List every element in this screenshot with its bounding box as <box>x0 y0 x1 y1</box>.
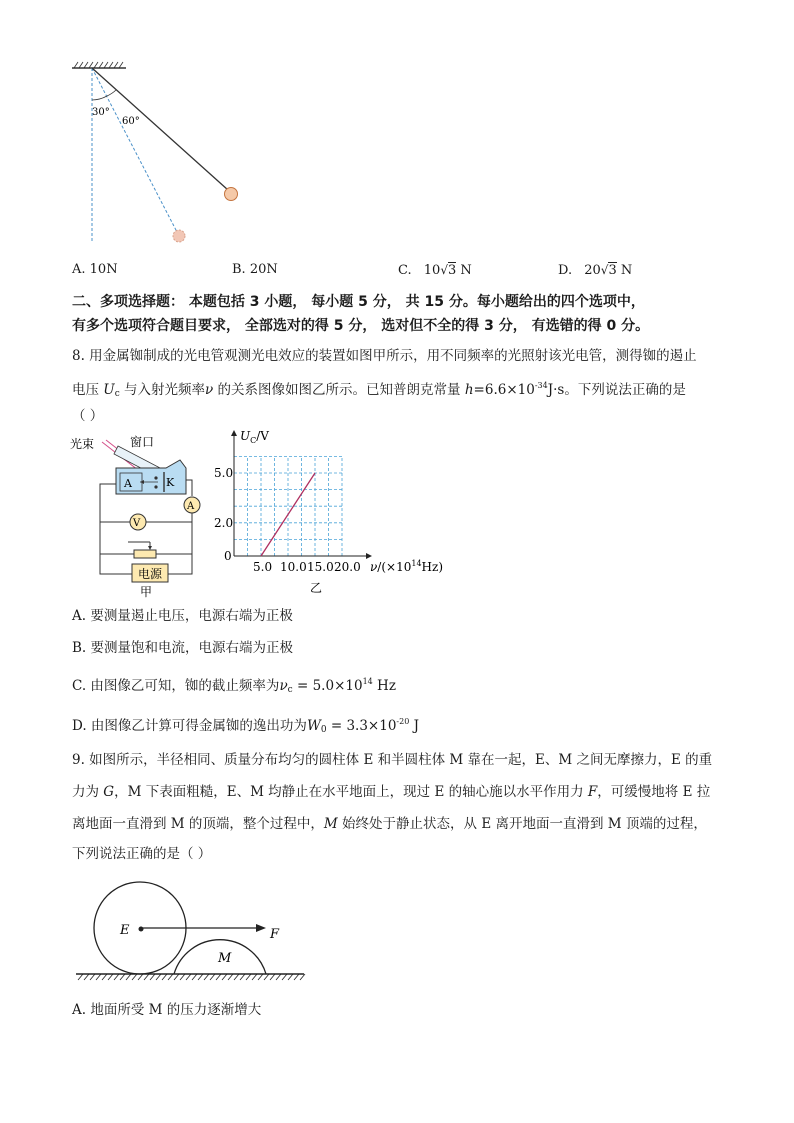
label-m: M <box>218 951 232 966</box>
text: Hz <box>372 678 396 694</box>
label-cathode: K <box>166 476 175 489</box>
voltmeter-label: V <box>133 518 141 529</box>
figure-caption-jia: 甲 <box>140 585 153 599</box>
label-e: E <box>120 923 130 938</box>
ball <box>225 188 238 201</box>
hatch-stroke <box>228 974 233 980</box>
label-f: F <box>270 927 280 942</box>
phototube-circuit-figure <box>68 432 214 600</box>
angle-label-30: 30° <box>92 107 110 118</box>
hatch-stroke <box>186 974 191 980</box>
angle-label-60: 60° <box>122 116 140 127</box>
sup: -34 <box>534 381 548 390</box>
x-tick-label: 10.0 <box>280 560 307 574</box>
hatch-stroke <box>216 974 221 980</box>
option-letter: D. <box>558 263 573 278</box>
hatch-stroke <box>132 974 137 980</box>
hatch-stroke <box>84 974 89 980</box>
hatch-stroke <box>294 974 299 980</box>
hatch-stroke <box>138 974 143 980</box>
ammeter-label: A <box>187 501 195 512</box>
q9-stem-line4: 下列说法正确的是（ ） <box>72 846 212 862</box>
chart-ticks <box>214 466 361 574</box>
radicand: 3 <box>608 263 617 278</box>
y-label-var: U <box>240 429 251 443</box>
dashed-string <box>92 68 177 232</box>
pendulum-figure <box>60 60 260 250</box>
hatch-stroke <box>270 974 275 980</box>
q8-option-d[interactable] <box>72 712 419 740</box>
angle-arc-60 <box>107 90 116 96</box>
q8-option-a[interactable]: A. 要测量遏止电压，电源右端为正极 <box>72 608 293 624</box>
hatch-stroke <box>96 974 101 980</box>
unit: N <box>460 263 472 278</box>
sub: 0 <box>320 725 327 735</box>
ground-hatching <box>78 974 305 980</box>
sup: -20 <box>396 717 410 726</box>
y-tick-label: 5.0 <box>214 466 234 480</box>
ceiling-hatching <box>74 62 123 68</box>
wire-left <box>100 484 134 574</box>
label-light-beam: 光束 <box>70 437 95 451</box>
q9-stem-line1: 9. 如图所示，半径相同、质量分布均匀的圆柱体 E 和半圆柱体 M 靠在一起，E、M 之间无摩擦力，E 的重 <box>72 752 713 768</box>
y-axis-arrow <box>231 430 237 436</box>
slider-head <box>148 546 152 550</box>
hatch-stroke <box>168 974 173 980</box>
y-tick-label: 0 <box>224 549 232 563</box>
hatch-stroke <box>90 974 95 980</box>
power-supply-label: 电源 <box>138 567 163 581</box>
var-w: W <box>306 718 321 734</box>
x-axis-label <box>370 559 443 574</box>
hatch-stroke <box>108 974 113 980</box>
text: ，可缓慢地将 E 拉 <box>597 784 711 800</box>
q9-stem-line3 <box>72 814 707 834</box>
q8-option-b[interactable]: B. 要测量饱和电流，电源右端为正极 <box>72 640 294 656</box>
force-arrowhead <box>256 924 266 932</box>
var-u: U <box>103 382 115 398</box>
y-tick-label: 2.0 <box>214 515 234 530</box>
q8-answer-bracket: （ ） <box>72 408 104 424</box>
x-label-var: ν <box>370 560 378 574</box>
option-letter: C. <box>398 263 412 278</box>
hatch-stroke <box>102 974 107 980</box>
text: J <box>409 718 420 734</box>
hatch-stroke <box>222 974 227 980</box>
text: C. 由图像乙可知，铷的截止频率为 <box>72 678 280 694</box>
coef: 10 <box>423 263 441 278</box>
wire-right-top <box>186 480 192 496</box>
hatch-stroke <box>252 974 257 980</box>
hatch-stroke <box>258 974 263 980</box>
unit: N <box>620 263 633 278</box>
q7-option-a[interactable]: A. 10N <box>72 262 118 277</box>
hatch-stroke <box>234 974 239 980</box>
var-m: M <box>323 816 338 832</box>
hatch-stroke <box>198 974 203 980</box>
q8-stem-line1: 8. 用金属铷制成的光电管观测光电效应的装置如图甲所示，用不同频率的光照射该光电管，测得铷的遏止 <box>72 348 697 364</box>
section2-heading-line2: 有多个选项符合题目要求， 全部选对的得 5 分， 选对但不全的得 3 分， 有选错的得 0 分。 <box>72 318 650 334</box>
var-nu: ν <box>279 678 288 694</box>
y-axis-label <box>240 429 269 445</box>
q8-option-c[interactable] <box>72 672 396 700</box>
x-tick-label: 15.0 <box>307 560 334 574</box>
x-label-unit: Hz) <box>421 560 444 574</box>
coef: 20 <box>584 263 601 278</box>
y-label-sub: C <box>250 436 257 445</box>
sub: c <box>287 685 293 695</box>
q9-stem-line2 <box>72 782 710 802</box>
x-axis-arrow <box>366 553 372 559</box>
solid-string <box>92 68 228 190</box>
hatch-stroke <box>210 974 215 980</box>
hatch-stroke <box>288 974 293 980</box>
text: 的关系图像如图乙所示。已知普朗克常量 <box>213 382 465 398</box>
x-tick-label: 5.0 <box>253 560 273 574</box>
rheostat <box>134 550 156 558</box>
hatch-stroke <box>144 974 149 980</box>
chart-grid <box>234 456 342 556</box>
hatch-stroke <box>240 974 245 980</box>
q7-option-c[interactable] <box>398 260 472 281</box>
text: 始终处于静止状态，从 E 离开地面一直滑到 M 顶端的过程， <box>337 816 707 832</box>
electron-dot <box>154 485 157 488</box>
text: 离地面一直滑到 M 的顶端，整个过程中， <box>72 816 324 832</box>
sub: c <box>114 389 120 399</box>
var-g: G <box>103 784 115 800</box>
cylinder-figure <box>70 880 310 984</box>
var-h: h <box>464 382 474 398</box>
hatch-stroke <box>174 974 179 980</box>
figure-caption-yi: 乙 <box>310 581 323 595</box>
hatch-stroke <box>162 974 167 980</box>
hatch-stroke <box>300 974 305 980</box>
q8-stem-line2 <box>72 376 686 404</box>
sqrt-sign: √ <box>600 263 609 277</box>
text: = 5.0×10 <box>292 678 363 694</box>
radicand: 3 <box>447 263 457 278</box>
text: 电压 <box>72 382 104 398</box>
hatch-stroke <box>192 974 197 980</box>
sqrt-sign: √ <box>440 263 448 277</box>
hatch-stroke <box>246 974 251 980</box>
hatch-stroke <box>264 974 269 980</box>
cylinder-e-axis <box>139 927 144 932</box>
hatch-stroke <box>150 974 155 980</box>
text: = 3.3×10 <box>326 718 397 734</box>
sup: 14 <box>362 677 373 686</box>
ball-initial <box>173 230 185 242</box>
hatch-stroke <box>180 974 185 980</box>
q9-option-a[interactable]: A. 地面所受 M 的压力逐渐增大 <box>72 1002 262 1018</box>
section2-heading-line1: 二、多项选择题： 本题包括 3 小题， 每小题 5 分， 共 15 分。每小题给出的四个选项中， <box>72 294 645 310</box>
y-label-unit: /V <box>256 429 269 443</box>
text: =6.6×10 <box>473 382 535 398</box>
hatch-stroke <box>126 974 131 980</box>
electron-dot <box>154 476 157 479</box>
hatch-stroke <box>276 974 281 980</box>
hatch-stroke <box>282 974 287 980</box>
x-label-exp: 14 <box>411 559 422 568</box>
hatch-stroke <box>120 974 125 980</box>
text: D. 由图像乙计算可得金属铷的逸出功为 <box>72 718 307 734</box>
q7-option-b[interactable]: B. 20N <box>232 262 278 277</box>
text: 与入射光频率 <box>119 382 206 398</box>
text: 力为 <box>72 784 104 800</box>
var-nu: ν <box>205 382 214 398</box>
x-tick-label: 20.0 <box>334 560 361 574</box>
hatch-stroke <box>114 974 119 980</box>
stopping-voltage-chart <box>212 426 462 598</box>
text: ，M 下表面粗糙，E、M 均静止在水平地面上，现过 E 的轴心施以水平作用力 <box>114 784 588 800</box>
text: J·s。下列说法正确的是 <box>547 382 686 398</box>
var-f: F <box>587 784 598 800</box>
label-anode: A <box>124 477 132 490</box>
x-label-text: /(×10 <box>377 560 412 574</box>
label-window: 窗口 <box>130 435 155 449</box>
hatch-stroke <box>156 974 161 980</box>
q7-option-d[interactable] <box>558 260 632 281</box>
angle-arc-30 <box>92 96 107 100</box>
hatch-stroke <box>204 974 209 980</box>
hatch-stroke <box>78 974 83 980</box>
